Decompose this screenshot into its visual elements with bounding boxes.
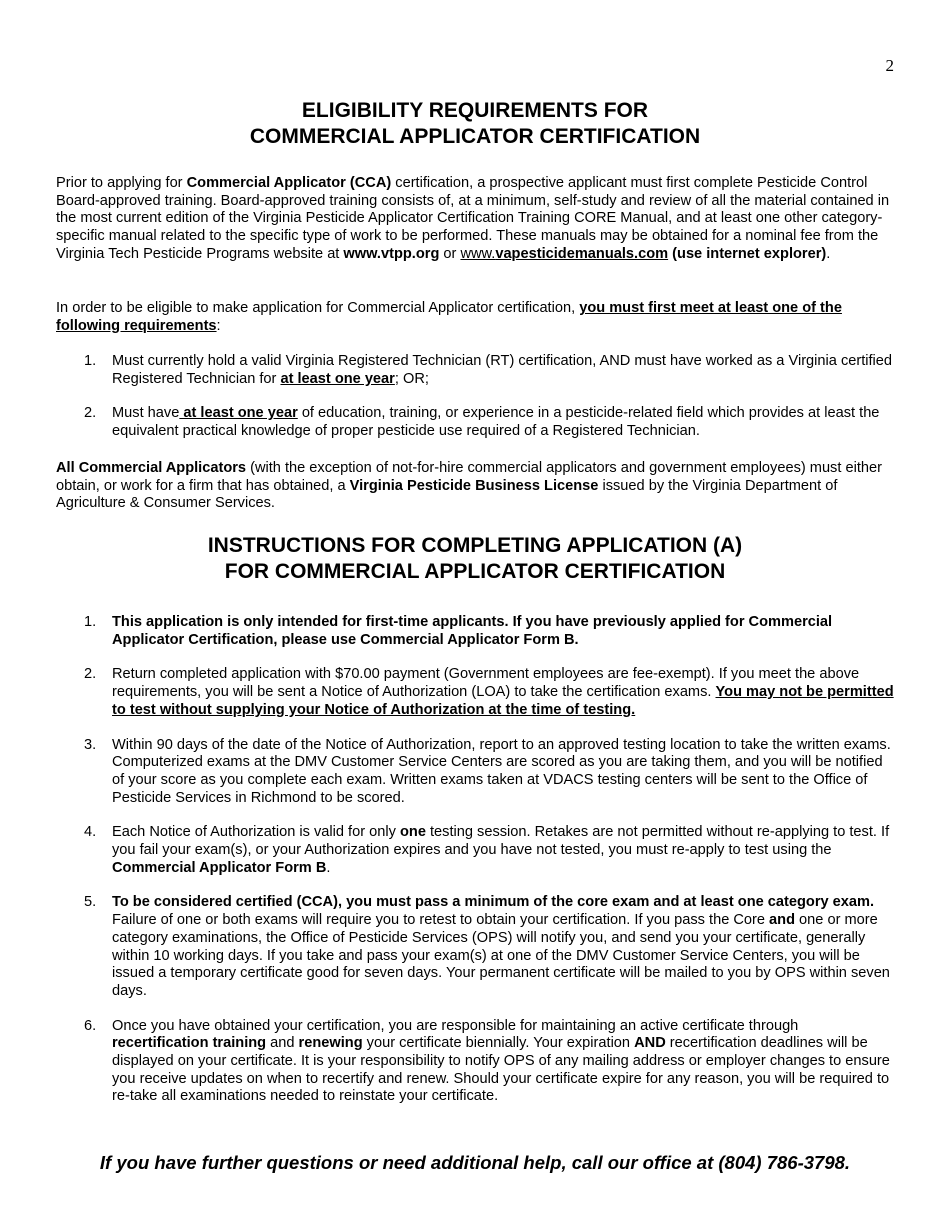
- item-emphasis: one: [399, 824, 426, 841]
- eligibility-text: In order to be eligible to make application for Commercial Applicator certification,: [56, 300, 580, 316]
- item-emphasis: To be considered certified (CCA), you must pass a minimum of the core exam and at least one category exam.: [112, 894, 875, 911]
- instructions-list: [56, 614, 896, 1106]
- item-text: ; OR;: [394, 370, 429, 387]
- item-emphasis: You may not be permitted to test without supplying your Notice of Authorization at the time of testing.: [112, 684, 894, 718]
- item-text: testing session. Retakes are not permitted without re-applying to test. If you fail your exam(s), or your Authorization expires and you have not tested, you must re-apply to test using the: [112, 824, 890, 859]
- license-name: Virginia Pesticide Business License: [349, 477, 599, 494]
- license-paragraph: [56, 460, 896, 513]
- list-item: [56, 894, 896, 1000]
- license-text: (with the exception of not-for-hire commercial applicators and government employees) must either obtain, or work for a firm that has obtained, a: [56, 460, 882, 494]
- item-emphasis: AND: [634, 1035, 666, 1052]
- item-emphasis: recertification training: [112, 1035, 267, 1052]
- requirements-list: [56, 353, 896, 441]
- item-text: and: [266, 1035, 299, 1052]
- list-number: 3.: [84, 736, 97, 753]
- list-number: 2.: [84, 666, 97, 683]
- eligibility-text: :: [216, 317, 221, 334]
- list-number: 4.: [84, 824, 97, 841]
- list-number: 1.: [84, 614, 97, 630]
- item-text: .: [326, 859, 331, 876]
- item-text: your certificate biennially. Your expiration: [362, 1035, 635, 1052]
- list-number: 2.: [84, 405, 97, 422]
- item-emphasis: at least one year: [280, 370, 395, 387]
- intro-browser-note: (use internet explorer): [668, 245, 827, 262]
- intro-cca: Commercial Applicator (CCA): [186, 175, 392, 191]
- eligibility-title-line2: COMMERCIAL APPLICATOR CERTIFICATION: [249, 125, 701, 148]
- list-item: [56, 405, 896, 440]
- item-emphasis: Commercial Applicator Form B: [112, 859, 327, 876]
- item-emphasis: This application is only intended for first-time applicants. If you have previously applied for Commercial Applicator Certification, please use Commercial Applicator Form B.: [112, 614, 833, 648]
- intro-text: Prior to applying for: [56, 175, 187, 191]
- list-number: 6.: [84, 1017, 97, 1034]
- list-number: 1.: [84, 353, 97, 369]
- manuals-link-prefix: www.: [460, 245, 496, 262]
- item-text: Return completed application with $70.00 payment (Government employees are fee-exempt). If you meet the above requirements, you will be sent a Notice of Authorization (LOA) to take the certification exams.: [112, 666, 860, 701]
- item-emphasis: at least one year: [179, 405, 298, 422]
- eligibility-paragraph: [56, 300, 896, 335]
- item-text: Must currently hold a valid Virginia Registered Technician (RT) certification, AND must have worked as a Virginia certified Registered Technician for: [112, 353, 893, 387]
- list-item: [56, 1018, 896, 1107]
- eligibility-title: [0, 98, 950, 150]
- item-text: one or more category examinations, the Office of Pesticide Services (OPS) will notify you, and send you your certificate, generally within 10 working days. If you take and pass your exam(s) at one of the DMV Customer Service Centers, you will be issued a temporary certificate good for seven days. Your permanent certificate will be mailed to you by OPS within seven days.: [112, 912, 890, 999]
- manuals-link[interactable]: [460, 246, 668, 262]
- license-text: issued by the Virginia Department of Agriculture & Consumer Services.: [56, 477, 838, 512]
- intro-paragraph: [56, 175, 896, 264]
- page-number: 2: [885, 56, 894, 75]
- item-text: Within 90 days of the date of the Notice of Authorization, report to an approved testing location to take the written exams. Computerized exams at the DMV Customer Service Centers are scored as you are taking them, and you will be notified of your score as you complete each exam. Written exams taken at VDACS testing centers will be sent to the Office of Pesticide Services in Richmond to be scored.: [112, 736, 891, 806]
- vtpp-link[interactable]: www.vtpp.org: [343, 245, 440, 262]
- item-emphasis: renewing: [298, 1035, 363, 1052]
- intro-text: certification, a prospective applicant must first complete Pesticide Control Board-approved training. Board-approved training consists of, at a minimum, self-study and review of all the material contained in the most current edition of the Virginia Pesticide Applicator Certification Training CORE Manual, and at least one other category-specific manual related to the specific type of work to be performed. These manuals may be obtained for a nominal fee from the Virginia Tech Pesticide Programs website at: [56, 175, 890, 262]
- intro-text: or: [439, 245, 461, 262]
- eligibility-emphasis: you must first meet at least one of the following requirements: [56, 300, 842, 334]
- list-item: [56, 614, 896, 649]
- manuals-link-domain: vapesticidemanuals.com: [495, 245, 669, 262]
- instructions-title-line2: FOR COMMERCIAL APPLICATOR CERTIFICATION: [224, 560, 726, 583]
- list-item: [56, 666, 896, 719]
- item-text: Once you have obtained your certification, you are responsible for maintaining an active certificate through: [112, 1017, 799, 1034]
- license-subject: All Commercial Applicators: [56, 460, 247, 476]
- instructions-title: [0, 533, 950, 585]
- item-text: Failure of one or both exams will require you to retest to obtain your certification. If you pass the Core: [112, 912, 770, 929]
- item-text: recertification deadlines will be displayed on your certificate. It is your responsibility to notify OPS of any mailing address or employer changes to ensure you receive updates on when to recertify and renew. Should your certificate expire for any reason, you will be required to re-take all examinations needed to reinstate your certificate.: [112, 1035, 890, 1105]
- list-number: 5.: [84, 894, 97, 911]
- list-item: [56, 737, 896, 808]
- list-item: [56, 824, 896, 877]
- help-footer: If you have further questions or need additional help, call our office at (804) 786-3798.: [99, 1152, 851, 1173]
- item-emphasis: and: [769, 912, 795, 929]
- item-text: Each Notice of Authorization is valid for only: [112, 824, 400, 841]
- eligibility-title-line1: ELIGIBILITY REQUIREMENTS FOR: [301, 99, 649, 122]
- item-text: of education, training, or experience in a pesticide-related field which provides at least the equivalent practical knowledge of proper pesticide use required of a Registered Technician.: [112, 405, 880, 440]
- intro-text: .: [826, 245, 831, 262]
- list-item: [56, 353, 896, 388]
- instructions-title-line1: INSTRUCTIONS FOR COMPLETING APPLICATION (A): [207, 534, 743, 557]
- item-text: Must have: [112, 405, 180, 422]
